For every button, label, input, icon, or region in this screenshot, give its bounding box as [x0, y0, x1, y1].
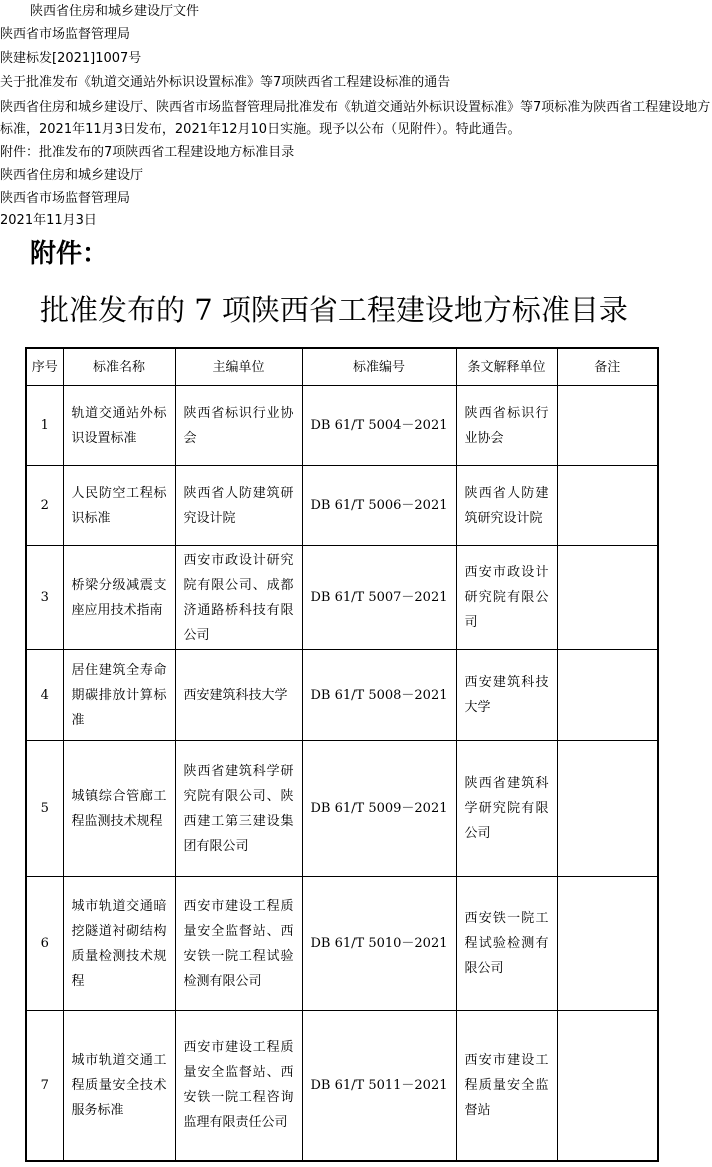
document-number: 陕建标发[2021]1007号 [0, 51, 142, 66]
cell-standard-name: 城镇综合管廊工程监测技术规程 [63, 741, 175, 877]
cell-note [557, 650, 658, 741]
attachment-line: 附件：批准发布的7项陕西省工程建设地方标准目录 [0, 145, 295, 160]
table-row [26, 650, 658, 741]
signatory-market-bureau: 陕西省市场监督管理局 [0, 191, 131, 206]
table-row [26, 741, 658, 877]
cell-standard-code: DB 61/T 5009－2021 [302, 741, 456, 877]
col-header-note: 备注 [557, 348, 658, 386]
cell-standard-name: 城市轨道交通工程质量安全技术服务标准 [63, 1011, 175, 1161]
cell-note [557, 1011, 658, 1161]
cell-editor: 西安市建设工程质量安全监督站、西安铁一院工程咨询监理有限责任公司 [175, 1011, 302, 1161]
cell-standard-code: DB 61/T 5006－2021 [302, 466, 456, 546]
cell-standard-name: 轨道交通站外标识设置标准 [63, 386, 175, 466]
table-row [26, 546, 658, 650]
col-header-serial: 序号 [26, 348, 63, 386]
cell-serial: 4 [26, 650, 63, 741]
table-row [26, 1011, 658, 1161]
document-source-line: 陕西省住房和城乡建设厅文件 [30, 4, 200, 19]
cell-interpreter: 西安市政设计研究院有限公司 [456, 546, 557, 650]
table-header-row [26, 348, 658, 386]
cell-standard-code: DB 61/T 5011－2021 [302, 1011, 456, 1161]
col-header-interpreter: 条文解释单位 [456, 348, 557, 386]
cell-standard-code: DB 61/T 5010－2021 [302, 877, 456, 1011]
notice-body: 陕西省住房和城乡建设厅、陕西省市场监督管理局批准发布《轨道交通站外标识设置标准》等7项标准为陕西省工程建设地方标准，2021年11月3日发布，2021年12月10日实施。现予以公布（见附件）。特此通告。 [0, 100, 711, 137]
cell-standard-name: 居住建筑全寿命期碳排放计算标准 [63, 650, 175, 741]
cell-interpreter: 陕西省建筑科学研究院有限公司 [456, 741, 557, 877]
attachment-heading: 附件： [30, 239, 109, 269]
standards-catalog-table [25, 347, 659, 1162]
cell-serial: 3 [26, 546, 63, 650]
issuer-line: 陕西省市场监督管理局 [0, 27, 131, 42]
cell-serial: 5 [26, 741, 63, 877]
cell-serial: 7 [26, 1011, 63, 1161]
col-header-editor: 主编单位 [175, 348, 302, 386]
col-header-name: 标准名称 [63, 348, 175, 386]
cell-interpreter: 陕西省标识行业协会 [456, 386, 557, 466]
cell-note [557, 386, 658, 466]
cell-note [557, 546, 658, 650]
cell-serial: 6 [26, 877, 63, 1011]
cell-standard-name: 桥梁分级减震支座应用技术指南 [63, 546, 175, 650]
cell-note [557, 877, 658, 1011]
cell-note [557, 741, 658, 877]
signature-date: 2021年11月3日 [0, 213, 97, 228]
table-row [26, 877, 658, 1011]
cell-editor: 西安建筑科技大学 [175, 650, 302, 741]
catalog-title: 批准发布的 7 项陕西省工程建设地方标准目录 [40, 293, 628, 327]
notice-title: 关于批准发布《轨道交通站外标识设置标准》等7项陕西省工程建设标准的通告 [0, 75, 451, 90]
cell-interpreter: 西安铁一院工程试验检测有限公司 [456, 877, 557, 1011]
cell-editor: 陕西省人防建筑研究设计院 [175, 466, 302, 546]
cell-interpreter: 陕西省人防建筑研究设计院 [456, 466, 557, 546]
cell-standard-name: 人民防空工程标识标准 [63, 466, 175, 546]
cell-serial: 1 [26, 386, 63, 466]
table-row [26, 466, 658, 546]
cell-interpreter: 西安建筑科技大学 [456, 650, 557, 741]
signatory-housing-dept: 陕西省住房和城乡建设厅 [0, 168, 144, 183]
col-header-code: 标准编号 [302, 348, 456, 386]
cell-standard-code: DB 61/T 5007－2021 [302, 546, 456, 650]
cell-standard-code: DB 61/T 5004－2021 [302, 386, 456, 466]
cell-interpreter: 西安市建设工程质量安全监督站 [456, 1011, 557, 1161]
cell-editor: 陕西省标识行业协会 [175, 386, 302, 466]
cell-serial: 2 [26, 466, 63, 546]
table-row [26, 386, 658, 466]
cell-editor: 西安市政设计研究院有限公司、成都济通路桥科技有限公司 [175, 546, 302, 650]
cell-editor: 西安市建设工程质量安全监督站、西安铁一院工程试验检测有限公司 [175, 877, 302, 1011]
cell-editor: 陕西省建筑科学研究院有限公司、陕西建工第三建设集团有限公司 [175, 741, 302, 877]
cell-standard-name: 城市轨道交通暗挖隧道衬砌结构质量检测技术规程 [63, 877, 175, 1011]
cell-standard-code: DB 61/T 5008－2021 [302, 650, 456, 741]
cell-note [557, 466, 658, 546]
